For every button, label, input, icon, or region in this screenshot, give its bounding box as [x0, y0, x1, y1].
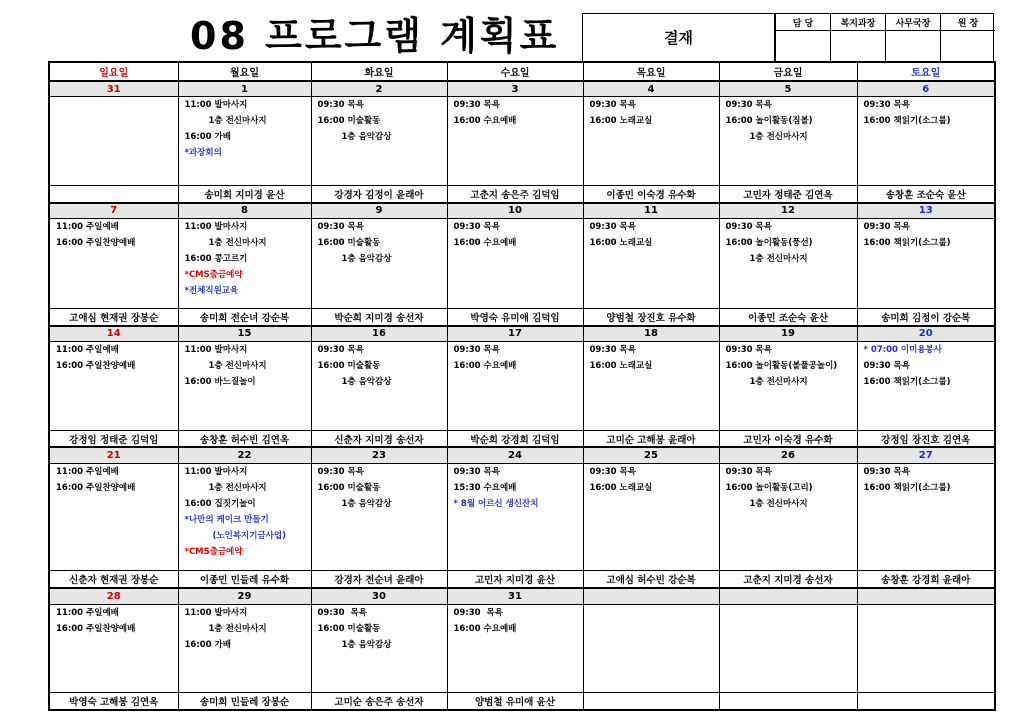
program-line: 16:00 수요예배 — [453, 623, 517, 634]
program-cell[interactable] — [447, 604, 583, 693]
date-cell: 17 — [447, 326, 583, 342]
program-line: *과장회의 — [184, 148, 222, 159]
date-cell: 16 — [311, 326, 447, 342]
date-cell: 1 — [178, 81, 311, 97]
program-line: 16:00 책읽기(소그룹) — [863, 238, 951, 249]
program-row — [49, 97, 995, 186]
date-cell: 27 — [857, 447, 995, 463]
program-row — [49, 219, 995, 309]
weekday-header: 수요일 — [447, 62, 583, 81]
staff-cell: 고미순 고해봉 윤래아 — [583, 430, 719, 447]
program-line: 1층 전신마사지 — [208, 238, 267, 249]
program-line: 16:00 주일찬양예배 — [56, 482, 136, 493]
program-line: 16:00 미술활동 — [317, 623, 381, 634]
program-line: *CMS출금예약 — [184, 270, 243, 281]
date-cell: 25 — [583, 447, 719, 463]
program-line: *CMS출금예약 — [184, 546, 243, 557]
approval-role: 사무국장 — [886, 14, 940, 31]
staff-cell: 박순희 강경희 김덕임 — [447, 430, 583, 447]
staff-cell: 강경자 전순녀 윤래아 — [311, 571, 447, 588]
program-line: 16:00 미술활동 — [317, 116, 381, 127]
program-line: 1층 전신마사지 — [208, 482, 267, 493]
staff-cell: 고미순 송은주 송선자 — [311, 693, 447, 710]
program-line: 09:30 목욕 — [725, 466, 772, 477]
program-cell[interactable] — [311, 604, 447, 693]
program-cell[interactable] — [49, 342, 178, 431]
staff-cell: 강정임 정태준 김덕임 — [49, 430, 178, 447]
program-cell[interactable] — [447, 219, 583, 309]
date-cell: 5 — [719, 81, 857, 97]
program-line: 16:00 놀이활동(고리) — [725, 482, 813, 493]
program-line: 09:30 목욕 — [725, 222, 772, 233]
program-cell[interactable] — [447, 97, 583, 186]
program-line: 09:30 목욕 — [317, 100, 364, 111]
staff-cell: 송미희 김정이 강순복 — [857, 308, 995, 325]
program-line: 09:30 목욕 — [453, 607, 503, 618]
program-line: 16:00 콩고르기 — [184, 254, 248, 265]
program-line: 1층 음악감상 — [341, 132, 392, 143]
staff-cell — [583, 693, 719, 710]
weekday-header: 목요일 — [583, 62, 719, 81]
program-line: 16:00 미술활동 — [317, 238, 381, 249]
date-cell: 24 — [447, 447, 583, 463]
program-line: 11:00 발마사지 — [184, 345, 248, 356]
program-line: 16:00 수요예배 — [453, 238, 517, 249]
date-cell: 8 — [178, 203, 311, 219]
staff-cell: 양범철 장진호 유수화 — [583, 308, 719, 325]
program-line: 09:30 목욕 — [317, 607, 367, 618]
program-line: 16:00 노래교실 — [589, 238, 653, 249]
program-line: 1층 음악감상 — [341, 639, 392, 650]
staff-row — [49, 308, 995, 325]
program-line: 11:00 주일예배 — [56, 222, 119, 233]
program-line: 16:00 놀이활동(풍선) — [725, 238, 813, 249]
program-line: 1층 음악감상 — [341, 377, 392, 388]
approval-cell-secretary-general[interactable] — [885, 14, 940, 61]
date-cell: 18 — [583, 326, 719, 342]
program-line: 09:30 목욕 — [863, 222, 910, 233]
date-row — [49, 81, 995, 97]
program-line: 16:00 책읽기(소그룹) — [863, 482, 951, 493]
program-line: 09:30 목욕 — [453, 222, 500, 233]
program-line: 1층 음악감상 — [341, 254, 392, 265]
program-line: 1층 전신마사지 — [749, 132, 808, 143]
program-line: 16:00 노래교실 — [589, 116, 653, 127]
date-cell: 30 — [311, 588, 447, 604]
approval-cell-staff[interactable] — [775, 14, 830, 61]
program-line: 11:00 발마사지 — [184, 100, 248, 111]
staff-cell: 박영숙 유미애 김덕임 — [447, 308, 583, 325]
program-line: 11:00 발마사지 — [184, 466, 248, 477]
staff-cell: 박순희 지미경 송선자 — [311, 308, 447, 325]
date-cell: 28 — [49, 588, 178, 604]
program-line: 09:30 목욕 — [863, 100, 910, 111]
program-cell[interactable] — [583, 342, 719, 431]
program-line: 11:00 주일예배 — [56, 345, 119, 356]
staff-cell: 신춘자 현재권 장봉순 — [49, 571, 178, 588]
program-line: 09:30 목욕 — [725, 100, 772, 111]
staff-cell: 고애심 허수빈 강순복 — [583, 571, 719, 588]
program-cell[interactable] — [719, 604, 857, 693]
program-line: 16:00 놀이활동(짐볼) — [725, 116, 813, 127]
staff-cell: 양범철 유미애 윤산 — [447, 693, 583, 710]
date-cell: 7 — [49, 203, 178, 219]
staff-cell: 송창훈 허수빈 김연옥 — [178, 430, 311, 447]
program-cell[interactable] — [583, 604, 719, 693]
program-line: 1층 전신마사지 — [749, 498, 808, 509]
staff-cell: 이종민 이숙경 유수화 — [583, 185, 719, 202]
program-cell[interactable] — [311, 342, 447, 431]
program-cell[interactable] — [583, 97, 719, 186]
staff-cell — [49, 185, 178, 202]
staff-cell: 송미희 지미경 윤산 — [178, 185, 311, 202]
program-cell[interactable] — [447, 342, 583, 431]
program-line: 16:00 놀이활동(볼풀공놀이) — [725, 361, 838, 372]
date-cell — [857, 588, 995, 604]
program-cell[interactable] — [311, 97, 447, 186]
program-line: 16:00 책읽기(소그룹) — [863, 116, 951, 127]
date-cell: 20 — [857, 326, 995, 342]
program-cell[interactable] — [178, 604, 311, 693]
program-line: 16:00 책읽기(소그룹) — [863, 377, 951, 388]
program-line: *나만의 케이크 만들기 — [184, 514, 269, 525]
program-line: 16:00 바느질놀이 — [184, 377, 256, 388]
staff-cell: 고춘지 송은주 김덕임 — [447, 185, 583, 202]
date-cell: 31 — [49, 81, 178, 97]
program-cell[interactable] — [178, 219, 311, 309]
program-line: * 07:00 이미용봉사 — [863, 345, 942, 356]
date-cell: 3 — [447, 81, 583, 97]
program-row — [49, 604, 995, 693]
staff-row — [49, 430, 995, 447]
staff-cell: 신춘자 지미경 송선자 — [311, 430, 447, 447]
program-cell[interactable] — [49, 463, 178, 570]
program-cell[interactable] — [857, 219, 995, 309]
program-line: * 8월 어르신 생신잔치 — [453, 498, 539, 509]
staff-cell: 고애심 현재권 장봉순 — [49, 308, 178, 325]
program-cell[interactable] — [178, 463, 311, 570]
program-cell[interactable] — [178, 342, 311, 431]
page-title: 08 프로그램 계획표 — [190, 14, 560, 58]
approval-cell-welfare-manager[interactable] — [830, 14, 885, 61]
program-line: 09:30 목욕 — [589, 222, 636, 233]
program-line: 16:00 주일찬양예배 — [56, 238, 136, 249]
program-line: (노인복지기금사업) — [212, 530, 286, 541]
program-line: 1층 전신마사지 — [208, 361, 267, 372]
program-cell[interactable] — [857, 463, 995, 570]
staff-row — [49, 571, 995, 588]
program-cell[interactable] — [311, 219, 447, 309]
program-cell[interactable] — [857, 97, 995, 186]
program-line: 09:30 목욕 — [317, 345, 364, 356]
program-line: 09:30 목욕 — [863, 466, 910, 477]
date-cell: 14 — [49, 326, 178, 342]
program-line: 09:30 목욕 — [317, 466, 364, 477]
approval-role: 원 장 — [941, 14, 995, 31]
date-cell — [583, 588, 719, 604]
program-line: 16:00 수요예배 — [453, 361, 517, 372]
program-line: 09:30 목욕 — [863, 361, 910, 372]
program-line: 11:00 주일예배 — [56, 466, 119, 477]
date-row — [49, 447, 995, 463]
date-cell — [719, 588, 857, 604]
program-line: 16:00 가배 — [184, 132, 231, 143]
staff-cell: 송창훈 강경희 윤래아 — [857, 571, 995, 588]
program-cell[interactable] — [447, 463, 583, 570]
date-row — [49, 203, 995, 219]
program-line: 16:00 집짓기놀이 — [184, 498, 256, 509]
staff-cell: 송창훈 조순숙 윤산 — [857, 185, 995, 202]
program-cell[interactable] — [311, 463, 447, 570]
date-cell: 23 — [311, 447, 447, 463]
program-line: 16:00 주일찬양예배 — [56, 623, 136, 634]
date-cell: 4 — [583, 81, 719, 97]
staff-row — [49, 693, 995, 710]
program-cell[interactable] — [719, 342, 857, 431]
approval-role: 담 당 — [776, 14, 830, 31]
program-row — [49, 463, 995, 570]
staff-cell: 강정임 장진호 김연옥 — [857, 430, 995, 447]
date-cell: 2 — [311, 81, 447, 97]
date-row — [49, 326, 995, 342]
program-cell[interactable] — [49, 97, 178, 186]
program-line: 1층 전신마사지 — [749, 377, 808, 388]
staff-cell: 이종민 민들레 유수화 — [178, 571, 311, 588]
program-line: 09:30 목욕 — [453, 345, 500, 356]
date-cell: 11 — [583, 203, 719, 219]
program-line: 11:00 발마사지 — [184, 222, 248, 233]
date-row — [49, 588, 995, 604]
program-line: *전체직원교육 — [184, 286, 239, 297]
program-cell[interactable] — [49, 219, 178, 309]
date-cell: 10 — [447, 203, 583, 219]
approval-role: 복지과장 — [831, 14, 885, 31]
staff-cell: 송미희 민들레 장봉순 — [178, 693, 311, 710]
weekday-header: 월요일 — [178, 62, 311, 81]
program-line: 11:00 주일예배 — [56, 607, 119, 618]
program-line: 16:00 미술활동 — [317, 361, 381, 372]
staff-cell — [857, 693, 995, 710]
program-line: 16:00 가배 — [184, 639, 231, 650]
date-cell: 21 — [49, 447, 178, 463]
date-cell: 13 — [857, 203, 995, 219]
approval-cell-director[interactable] — [940, 14, 995, 61]
weekday-header: 일요일 — [49, 62, 178, 81]
program-line: 1층 전신마사지 — [749, 254, 808, 265]
program-line: 16:00 주일찬양예배 — [56, 361, 136, 372]
program-line: 1층 전신마사지 — [208, 116, 267, 127]
program-cell[interactable] — [719, 219, 857, 309]
program-line: 11:00 발마사지 — [184, 607, 248, 618]
program-cell[interactable] — [719, 463, 857, 570]
program-line: 09:30 목욕 — [589, 345, 636, 356]
approval-box — [582, 13, 994, 62]
staff-cell: 고춘지 지미경 송선자 — [719, 571, 857, 588]
staff-cell — [719, 693, 857, 710]
staff-cell: 고민자 지미경 윤산 — [447, 571, 583, 588]
staff-cell: 송미희 전순녀 강순복 — [178, 308, 311, 325]
date-cell: 12 — [719, 203, 857, 219]
program-line: 1층 음악감상 — [341, 498, 392, 509]
program-line: 09:30 목욕 — [589, 466, 636, 477]
program-line: 15:30 수요예배 — [453, 482, 517, 493]
schedule-table — [48, 61, 996, 711]
staff-cell: 고민자 이숙경 유수화 — [719, 430, 857, 447]
approval-label: 결재 — [583, 14, 775, 61]
program-cell[interactable] — [857, 604, 995, 693]
program-line: 1층 전신마사지 — [208, 623, 267, 634]
program-line: 16:00 미술활동 — [317, 482, 381, 493]
staff-cell: 이종민 조순숙 윤산 — [719, 308, 857, 325]
staff-row — [49, 185, 995, 202]
program-line: 09:30 목욕 — [453, 466, 500, 477]
program-row — [49, 342, 995, 431]
weekday-header: 화요일 — [311, 62, 447, 81]
program-cell[interactable] — [583, 219, 719, 309]
program-line: 16:00 노래교실 — [589, 482, 653, 493]
staff-cell: 강경자 김정이 윤래아 — [311, 185, 447, 202]
weekday-header: 토요일 — [857, 62, 995, 81]
program-line: 09:30 목욕 — [725, 345, 772, 356]
date-cell: 9 — [311, 203, 447, 219]
program-cell[interactable] — [857, 342, 995, 431]
date-cell: 6 — [857, 81, 995, 97]
date-cell: 19 — [719, 326, 857, 342]
program-line: 09:30 목욕 — [317, 222, 364, 233]
date-cell: 22 — [178, 447, 311, 463]
staff-cell: 박영숙 고해봉 김연옥 — [49, 693, 178, 710]
program-cell[interactable] — [719, 97, 857, 186]
program-line: 16:00 노래교실 — [589, 361, 653, 372]
staff-cell: 고민자 정태준 김연옥 — [719, 185, 857, 202]
program-cell[interactable] — [178, 97, 311, 186]
date-cell: 15 — [178, 326, 311, 342]
date-cell: 29 — [178, 588, 311, 604]
program-line: 16:00 수요예배 — [453, 116, 517, 127]
program-cell[interactable] — [583, 463, 719, 570]
date-cell: 26 — [719, 447, 857, 463]
program-cell[interactable] — [49, 604, 178, 693]
program-line: 09:30 목욕 — [453, 100, 500, 111]
weekday-header: 금요일 — [719, 62, 857, 81]
weekday-header-row — [49, 62, 995, 81]
program-line: 09:30 목욕 — [589, 100, 636, 111]
date-cell: 31 — [447, 588, 583, 604]
